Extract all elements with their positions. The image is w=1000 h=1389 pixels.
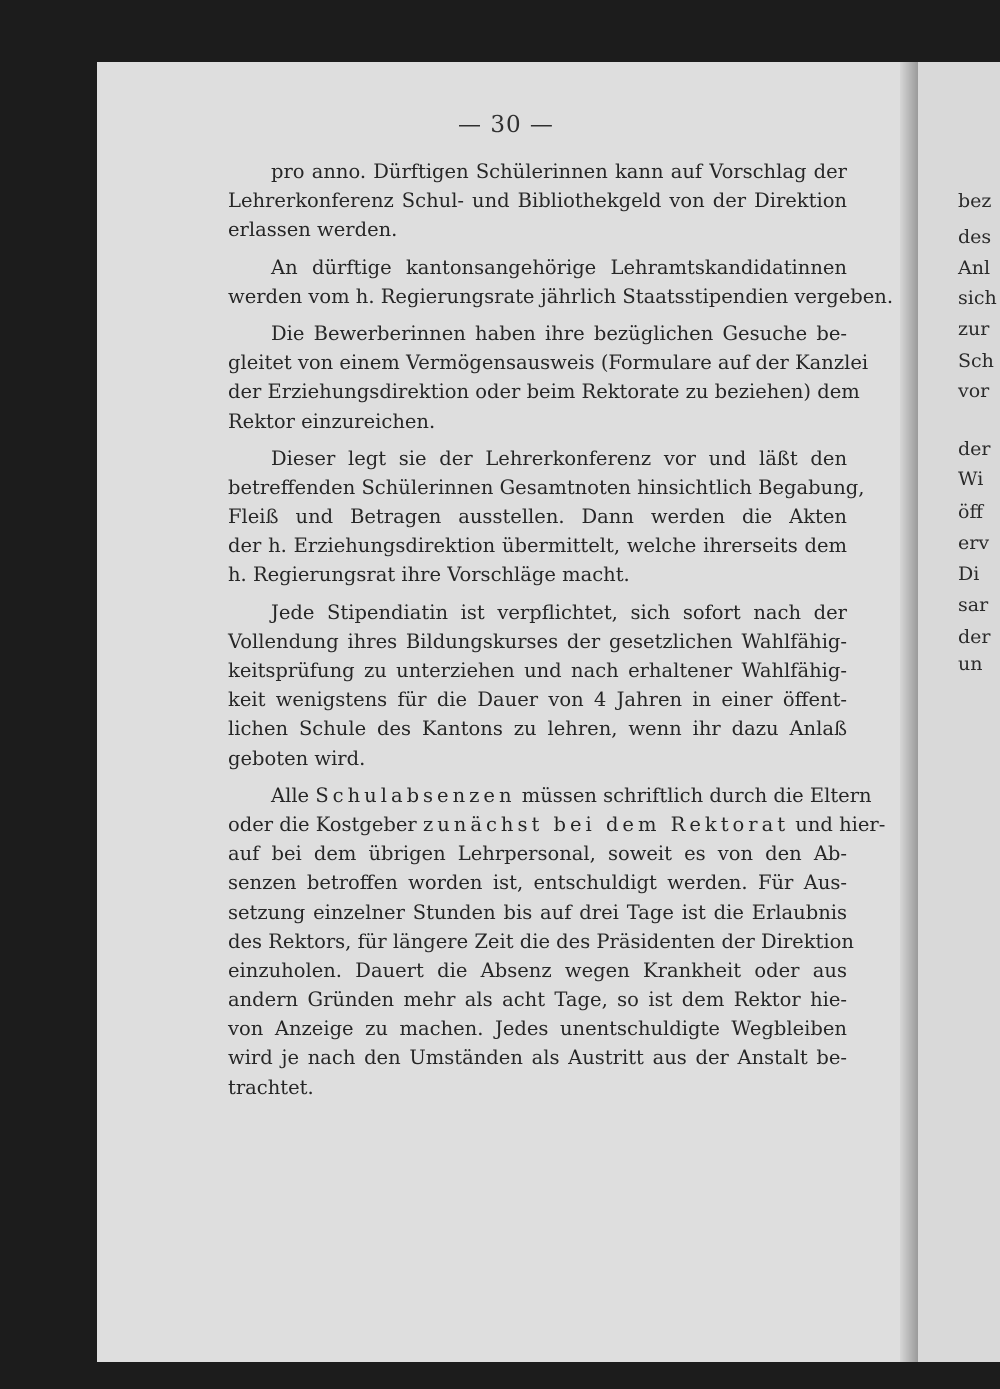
text-line: auf bei dem übrigen Lehrpersonal, soweit es von den Ab- (228, 842, 847, 866)
fragment-word: sich (958, 287, 997, 309)
text-line: der Erziehungsdirektion oder beim Rektorate zu beziehen) dem (228, 380, 860, 404)
text-line: senzen betroffen worden ist, entschuldigt werden. Für Aus- (228, 871, 847, 895)
fragment-word: vor (958, 380, 990, 402)
fragment-word: erv (958, 532, 990, 554)
text-line: betreffenden Schülerinnen Gesamtnoten hinsichtlich Begabung, (228, 475, 865, 499)
text-run: Alle (271, 783, 310, 807)
text-line: erlassen werden. (228, 218, 398, 242)
text-line (228, 810, 886, 839)
paragraph (228, 444, 865, 590)
fragment-word: der (958, 626, 991, 648)
fragment-word: Anl (958, 257, 991, 279)
fragment-word: bez (958, 190, 992, 212)
text-line: Dieser legt sie der Lehrerkonferenz vor und läßt den (271, 446, 847, 470)
text-line: einzuholen. Dauert die Absenz wegen Krankheit oder aus (228, 958, 847, 982)
paragraph (228, 319, 869, 436)
fragment-word: sar (958, 594, 989, 616)
text-line: pro anno. Dürftigen Schülerinnen kann auf Vorschlag der (271, 160, 847, 183)
book-page (97, 62, 915, 1362)
text-line: geboten wird. (228, 746, 366, 770)
fragment-word: Wi (958, 468, 984, 490)
fragment-word: Di (958, 563, 980, 585)
text-line: Die Bewerberinnen haben ihre bezüglichen Gesuche be- (271, 321, 847, 345)
text-line: werden vom h. Regierungsrate jährlich Staatsstipendien vergeben. (228, 284, 894, 308)
text-line: Lehrerkonferenz Schul- und Bibliothekgeld von der Direktion (228, 189, 847, 213)
text-line: h. Regierungsrat ihre Vorschläge macht. (228, 563, 630, 587)
text-line (228, 781, 872, 810)
fragment-word: öff (958, 501, 983, 523)
text-line: An dürftige kantonsangehörige Lehramtskandidatinnen (271, 255, 847, 279)
paragraph (228, 157, 847, 245)
text-line: setzung einzelner Stunden bis auf drei Tage ist die Erlaubnis (228, 900, 847, 924)
text-line: andern Gründen mehr als acht Tage, so ist dem Rektor hie- (228, 988, 847, 1012)
text-line: der h. Erziehungsdirektion übermittelt, welche ihrerseits dem (228, 534, 847, 558)
fragment-word: un (958, 653, 983, 675)
body-text (228, 157, 894, 1110)
fragment-word: der (958, 438, 991, 460)
text-line: Fleiß und Betragen ausstellen. Dann werden die Akten (228, 505, 847, 529)
text-line: gleitet von einem Vermögensausweis (Formulare auf der Kanzlei (228, 351, 869, 375)
text-line: lichen Schule des Kantons zu lehren, wenn ihr dazu Anlaß (228, 717, 847, 741)
emphasis-spaced: zunächst bei dem Rektorat (422, 812, 790, 836)
text-line: keit wenigstens für die Dauer von 4 Jahren in einer öffent- (228, 688, 847, 712)
emphasis-spaced: Schulabsenzen (315, 783, 516, 807)
fragment-word: Sch (958, 350, 994, 372)
text-line: trachtet. (228, 1075, 314, 1099)
text-run: oder die Kostgeber (228, 812, 417, 836)
paragraph (228, 253, 894, 311)
text-line: Vollendung ihres Bildungskurses der gesetzlichen Wahlfähig- (228, 629, 847, 653)
text-run: müssen schriftlich durch die Eltern (521, 783, 872, 807)
paragraph (228, 598, 847, 773)
book-gutter (900, 62, 918, 1362)
text-line: von Anzeige zu machen. Jedes unentschuldigte Wegbleiben (228, 1017, 847, 1041)
text-line: Jede Stipendiatin ist verpflichtet, sich sofort nach der (271, 600, 847, 624)
text-line: keitsprüfung zu unterziehen und nach erhaltener Wahlfähig- (228, 659, 847, 682)
text-line: Rektor einzureichen. (228, 409, 436, 433)
text-run: und hier- (795, 812, 886, 836)
page-number: — 30 — (458, 112, 554, 138)
text-line: des Rektors, für längere Zeit die des Präsidenten der Direktion (228, 929, 854, 953)
text-line: wird je nach den Umständen als Austritt aus der Anstalt be- (228, 1046, 847, 1070)
fragment-word: zur (958, 318, 990, 340)
paragraph-absenzen (228, 781, 886, 1102)
fragment-word: des (958, 226, 992, 248)
